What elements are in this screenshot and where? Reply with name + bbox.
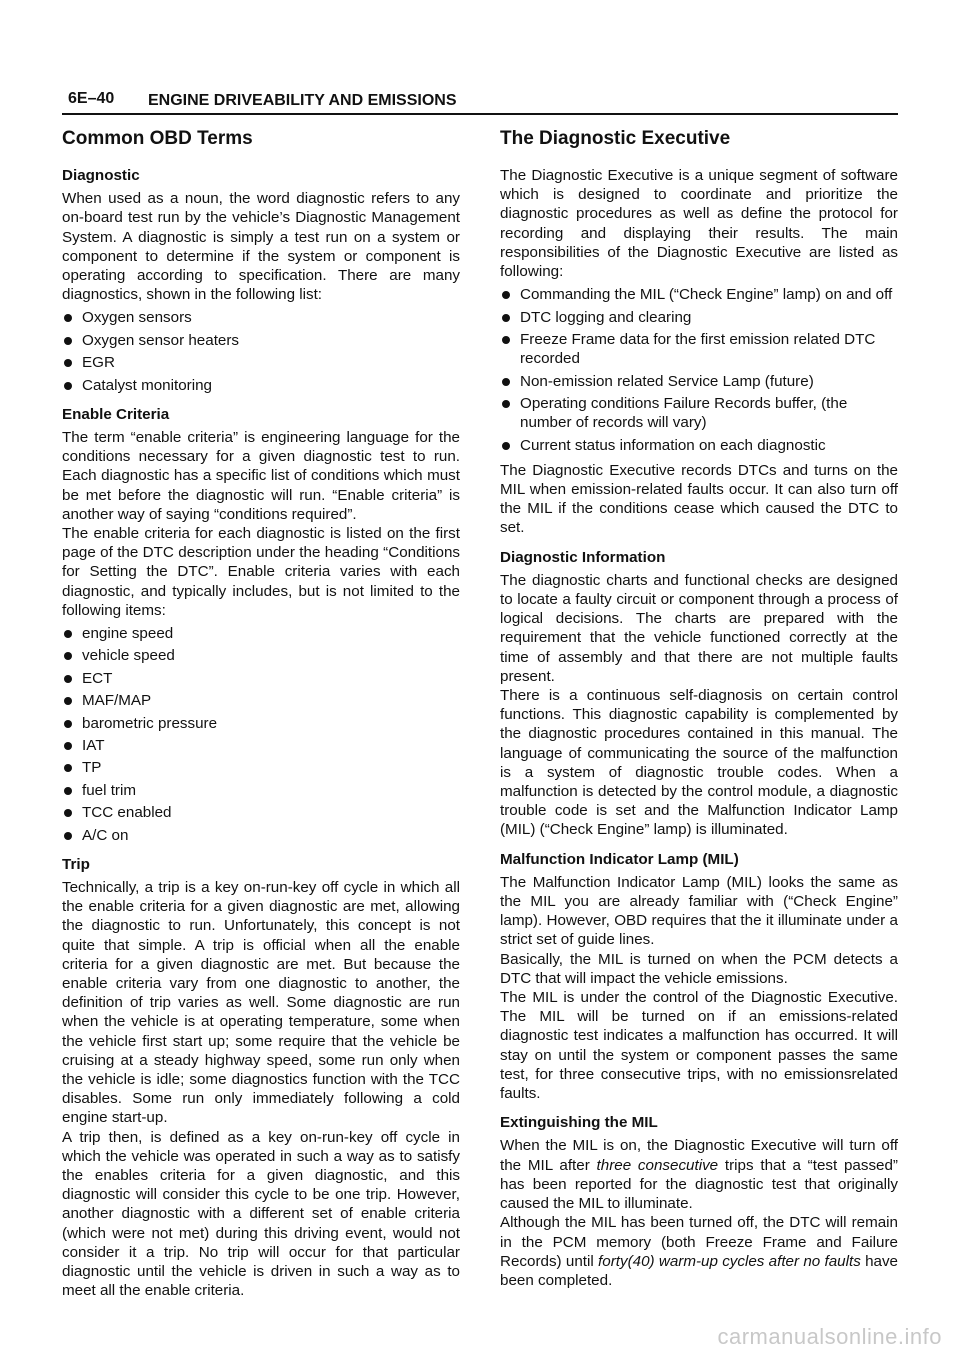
mil-paragraph-3: The MIL is under the control of the Diagnostic Executive. The MIL will be turned on if an emissions-related diagnostic test indicates a malfunction has occurred. It will stay on until the system or component passes the same test, for three consecutive trips, with no emissionsrelated faults. xyxy=(500,989,898,1103)
diagnostic-executive-intro: The Diagnostic Executive is a unique segment of software which is designed to coordinate and prioritize the diagnostic procedures as well as define the protocol for recording and displaying their results. The main responsibilities of the Diagnostic Executive are listed as following: xyxy=(500,167,898,281)
responsibilities-list xyxy=(500,285,898,455)
list-item: Non-emission related Service Lamp (future) xyxy=(500,372,898,391)
watermark: carmanualsonline.info xyxy=(717,1324,942,1349)
bullet-icon xyxy=(64,630,72,638)
section-title: ENGINE DRIVEABILITY AND EMISSIONS xyxy=(148,92,457,109)
bullet-icon xyxy=(64,742,72,750)
list-item: Freeze Frame data for the first emission related DTC recorded xyxy=(500,330,898,368)
list-item: vehicle speed xyxy=(62,646,460,665)
list-item: engine speed xyxy=(62,624,460,643)
list-item: Oxygen sensor heaters xyxy=(62,331,460,350)
enable-criteria-subheading: Enable Criteria xyxy=(62,405,170,423)
bullet-icon xyxy=(64,337,72,345)
list-item: barometric pressure xyxy=(62,714,460,733)
extinguishing-mil-paragraph-2: Although the MIL has been turned off, the DTC will remain in the PCM memory (both Freeze Frame and Failure Records) until forty(40) warm-up cycles after no faults have been completed. xyxy=(500,1214,899,1289)
enable-criteria-paragraph-1: The term “enable criteria” is engineering language for the conditions necessary for a given diagnostic test to run. Each diagnostic has a specific list of conditions which must be met before the diagnostic will run. “Enable criteria” is another way of saying “conditions required”. xyxy=(62,429,460,523)
trip-subheading: Trip xyxy=(62,855,90,873)
list-item: MAF/MAP xyxy=(62,691,460,710)
list-item: EGR xyxy=(62,353,460,372)
list-item: TCC enabled xyxy=(62,803,460,822)
diagnostic-information-paragraph-1: The diagnostic charts and functional checks are designed to locate a faulty circuit or component through a process of logical decisions. The charts are prepared with the requirement that the vehicle functioned correctly at the time of assembly and that there are not multiple faults present. xyxy=(500,571,898,685)
bullet-icon xyxy=(64,675,72,683)
mil-subheading: Malfunction Indicator Lamp (MIL) xyxy=(500,850,739,868)
bullet-icon xyxy=(64,382,72,390)
page-number: 6E–40 xyxy=(68,90,115,107)
bullet-icon xyxy=(502,291,510,299)
bullet-icon xyxy=(64,314,72,322)
bullet-icon xyxy=(64,832,72,840)
bullet-icon xyxy=(502,442,510,450)
diagnostic-information-subheading: Diagnostic Information xyxy=(500,548,666,566)
common-obd-terms-heading: Common OBD Terms xyxy=(62,128,253,149)
diagnostic-executive-heading: The Diagnostic Executive xyxy=(500,128,731,149)
list-item: Oxygen sensors xyxy=(62,308,460,327)
enable-criteria-paragraph-2: The enable criteria for each diagnostic is listed on the first page of the DTC description under the heading “Conditions for Setting the DTC”. Enable criteria varies with each diagnostic, and typically includes, but is not limited to the following items: xyxy=(62,525,460,619)
list-item: ECT xyxy=(62,669,460,688)
mil-paragraph-1: The Malfunction Indicator Lamp (MIL) looks the same as the MIL you are already familiar with (“Check Engine” lamp). However, OBD requires that the it illuminate under a strict set of guide lines. xyxy=(500,873,898,949)
left-column xyxy=(62,122,460,1300)
bullet-icon xyxy=(64,652,72,660)
list-item: Catalyst monitoring xyxy=(62,376,460,395)
list-item: Operating conditions Failure Records buffer, (the number of records will vary) xyxy=(500,394,898,432)
bullet-icon xyxy=(502,314,510,322)
diagnostic-information-paragraph-2: There is a continuous self-diagnosis on certain control functions. This diagnostic capability is complemented by the diagnostic procedures contained in this manual. The language of communicating the source of the malfunction is a system of diagnostic trouble codes. When a malfunction is detected by the control module, a diagnostic trouble code is set and the Malfunction Indicator Lamp (MIL) (“Check Engine” lamp) is illuminated. xyxy=(500,687,898,839)
header-rule xyxy=(62,113,898,115)
bullet-icon xyxy=(64,359,72,367)
diagnostic-list xyxy=(62,308,460,394)
bullet-icon xyxy=(64,809,72,817)
extinguishing-mil-paragraph-1: When the MIL is on, the Diagnostic Executive will turn off the MIL after three consecutive trips that a “test passed” has been reported for the diagnostic test that originally caused the MIL to illuminate. xyxy=(500,1137,898,1213)
list-item: Commanding the MIL (“Check Engine” lamp) on and off xyxy=(500,285,898,304)
list-item: IAT xyxy=(62,736,460,755)
diagnostic-paragraph: When used as a noun, the word diagnostic refers to any on-board test run by the vehicle’s Diagnostic Management System. A diagnostic is simply a test run on a system or component to determine if the system or component is operating according to specification. There are many diagnostics, shown in the following list: xyxy=(62,190,460,304)
list-item: fuel trim xyxy=(62,781,460,800)
bullet-icon xyxy=(502,378,510,386)
bullet-icon xyxy=(64,720,72,728)
page-header xyxy=(62,88,898,116)
diagnostic-executive-summary: The Diagnostic Executive records DTCs and turns on the MIL when emission-related faults occur. It can also turn off the MIL if the conditions cease which caused the DTC to set. xyxy=(500,461,898,537)
bullet-icon xyxy=(502,400,510,408)
trip-paragraph-1: Technically, a trip is a key on-run-key off cycle in which all the enable criteria for a given diagnostic are met, allowing the diagnostic to run. Unfortunately, this concept is not quite that simple. A trip is official when all the enable criteria for a given diagnostic are met. But because the enable criteria vary from one diagnostic to another, the definition of trip varies as well. Some diagnostic are run when the vehicle is at operating temperature, some when the vehicle first start up; some require that the vehicle be cruising at a steady highway speed, some run only when the vehicle is idle; some diagnostics function with the TCC disables. Some run only immediately following a cold engine start-up. xyxy=(62,878,460,1127)
bullet-icon xyxy=(64,697,72,705)
list-item: TP xyxy=(62,758,460,777)
enable-criteria-list xyxy=(62,624,460,845)
bullet-icon xyxy=(64,787,72,795)
list-item: A/C on xyxy=(62,826,460,845)
bullet-icon xyxy=(64,764,72,772)
trip-paragraph-2: A trip then, is defined as a key on-run-key off cycle in which the vehicle was operated in such a way as to satisfy the enables criteria for a given diagnostic, and this diagnostic will consider this cycle to be one trip. However, another diagnostic with a different set of enable criteria (which were not met) during this driving event, would not consider it a trip. No trip will occur for that particular diagnostic until the vehicle is driven in such a way as to meet all the enable criteria. xyxy=(62,1128,460,1300)
mil-paragraph-2: Basically, the MIL is turned on when the PCM detects a DTC that will impact the vehicle emissions. xyxy=(500,950,898,987)
bullet-icon xyxy=(502,336,510,344)
diagnostic-subheading: Diagnostic xyxy=(62,167,140,184)
right-column xyxy=(500,122,898,1290)
list-item: DTC logging and clearing xyxy=(500,308,898,327)
extinguishing-mil-subheading: Extinguishing the MIL xyxy=(500,1114,658,1132)
list-item: Current status information on each diagnostic xyxy=(500,436,898,455)
